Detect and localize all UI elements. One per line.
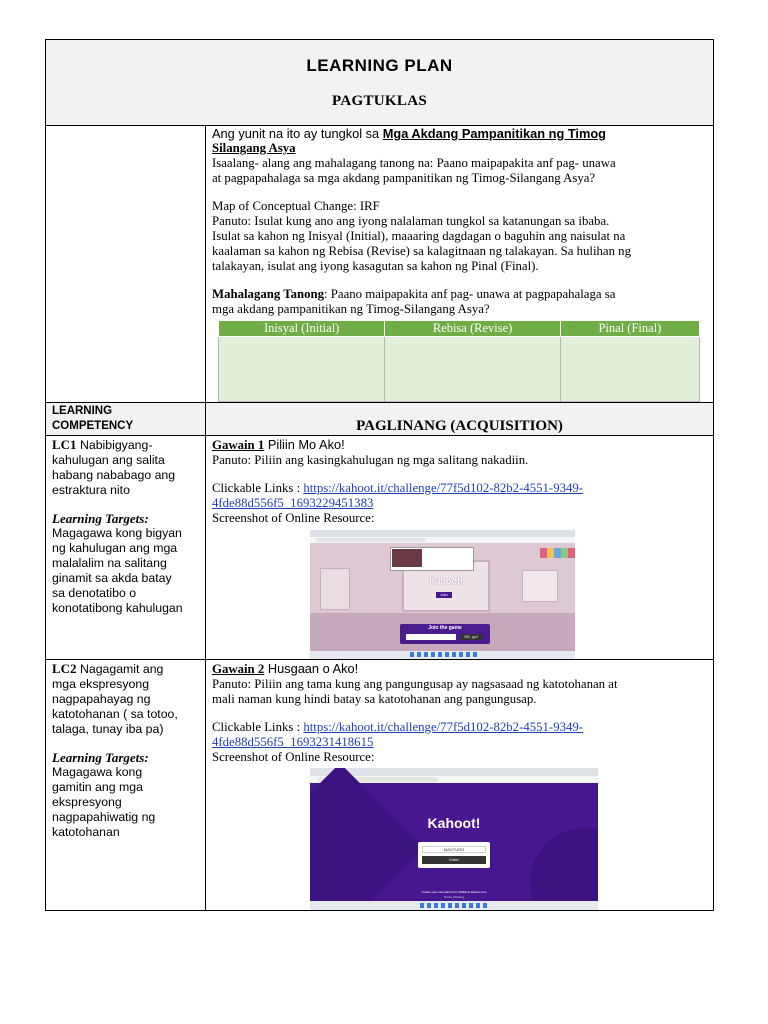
header-background xyxy=(46,40,713,126)
lc2-target-0: Magagawa kong xyxy=(52,765,143,779)
table-column-divider xyxy=(205,125,206,911)
lc2-screenshot-label: Screenshot of Online Resource: xyxy=(212,750,375,764)
lc1-desc-3: estraktura nito xyxy=(52,483,130,497)
lc1-activity-label: Gawain 1 xyxy=(212,438,265,452)
lc2-competency xyxy=(52,661,204,840)
lc1-desc-0: Nabibigyang- xyxy=(76,438,153,452)
video-thumbnail xyxy=(392,549,422,567)
background-shape-left xyxy=(310,768,425,910)
unit-title-b: Silangang Asya xyxy=(212,141,296,155)
table-border-left xyxy=(45,39,46,911)
join-panel-title: Join the game xyxy=(428,625,462,631)
acquisition-heading: PAGLINANG (ACQUISITION) xyxy=(356,418,563,434)
lc1-target-4: sa denotatibo o xyxy=(52,586,137,600)
lc2-desc-2: nagpapahayag ng xyxy=(52,692,151,706)
lc1-competency xyxy=(52,437,204,616)
lc2-activity xyxy=(212,661,712,765)
kahoot-logo-1: Kahoot! xyxy=(429,576,463,586)
lc2-desc-1: mga ekspresyong xyxy=(52,677,150,691)
essential-question-line2: at pagpapahalaga sa mga akdang pampanitikan ng Timog-Silangang Asya? xyxy=(212,171,596,185)
lc2-panuto-line2: mali naman kung hindi batay sa katotohanan ang pangungusap. xyxy=(212,692,537,706)
game-pin-input[interactable]: MAGTURO xyxy=(422,846,486,853)
lc1-targets-label: Learning Targets: xyxy=(52,511,149,526)
mahalagang-tanong-text1: : Paano maipapakita anf pag- unawa at pagpapahalaga sa xyxy=(324,287,616,301)
table-divider-lc1 xyxy=(45,659,714,660)
door xyxy=(320,568,350,610)
table-border-top xyxy=(45,39,714,40)
intro-section xyxy=(212,126,712,317)
intro-prefix: Ang yunit na ito ay tungkol sa xyxy=(212,126,383,141)
lc1-desc-2: habang nababago ang xyxy=(52,468,176,482)
competency-label-2: COMPETENCY xyxy=(52,420,134,432)
lc1-target-0: Magagawa kong bigyan xyxy=(52,526,182,540)
mahalagang-tanong-label: Mahalagang Tanong xyxy=(212,287,325,301)
lc1-activity-title: Piliin Mo Ako! xyxy=(264,437,345,452)
window xyxy=(522,570,558,602)
lc2-link-part-b[interactable]: 4fde88d556f5_1693231418615 xyxy=(212,735,374,749)
page-subtitle: PAGTUKLAS xyxy=(332,93,427,109)
page-title: LEARNING PLAN xyxy=(306,56,453,75)
nickname-input[interactable] xyxy=(406,634,456,640)
irf-table xyxy=(218,320,700,402)
map-label: Map of Conceptual Change: IRF xyxy=(212,199,380,213)
irf-cell-revise[interactable] xyxy=(385,337,560,402)
lc1-screenshot-label: Screenshot of Online Resource: xyxy=(212,511,375,525)
join-ok-button[interactable]: OK, go! xyxy=(460,634,482,640)
panuto-line4: talakayan, isulat ang iyong kasagutan sa kahon ng Pinal (Final). xyxy=(212,259,539,273)
lc1-link-part-a[interactable]: https://kahoot.it/challenge/77f5d102-82b2-4551-9349- xyxy=(303,481,584,495)
bunting-decoration xyxy=(540,548,575,558)
panuto-line2: Isulat sa kahon ng Inisyal (Initial), maaaring dagdagan o baguhin ang naisulat na xyxy=(212,229,626,243)
lc1-target-5: konotatibong kahulugan xyxy=(52,601,183,615)
kahoot-screenshot-1 xyxy=(310,530,575,659)
footer-text: Create your own kahoot for FREE at kahoot.com xyxy=(421,890,487,894)
enter-button[interactable]: Enter xyxy=(422,856,486,864)
table-divider-intro xyxy=(45,402,714,403)
lc1-target-3: ginamit sa akda batay xyxy=(52,571,172,585)
lc2-target-4: katotohanan xyxy=(52,825,120,839)
lc2-target-3: nagpapahiwatig ng xyxy=(52,810,156,824)
irf-header-revise: Rebisa (Revise) xyxy=(385,321,560,337)
unit-title-a: Mga Akdang Pampanitikan ng Timog xyxy=(382,126,606,141)
irf-cell-final[interactable] xyxy=(560,337,699,402)
lc2-targets-label: Learning Targets: xyxy=(52,750,149,765)
lc1-desc-1: kahulugan ang salita xyxy=(52,453,165,467)
lc2-desc-3: katotohanan ( sa totoo, xyxy=(52,707,178,721)
essential-question-line1: Isaalang- alang ang mahalagang tanong na: Paano maipapakita anf pag- unawa xyxy=(212,156,616,170)
browser-tab-bar xyxy=(310,768,598,776)
lc1-target-1: ng kahulugan ang mga xyxy=(52,541,178,555)
lc2-code: LC2 xyxy=(52,661,77,676)
lc2-link-part-a[interactable]: https://kahoot.it/challenge/77f5d102-82b2-4551-9349- xyxy=(303,720,584,734)
table-divider-competency xyxy=(45,435,714,436)
irf-header-final: Pinal (Final) xyxy=(560,321,699,337)
mahalagang-tanong-text2: mga akdang pampanitikan ng Timog-Silangang Asya? xyxy=(212,302,490,316)
kahoot-screenshot-2 xyxy=(310,768,598,910)
lc2-target-2: ekspresyong xyxy=(52,795,122,809)
lc2-desc-4: talaga, tunay iba pa) xyxy=(52,722,164,736)
address-field xyxy=(316,538,426,542)
lc2-activity-title: Husgaan o Ako! xyxy=(264,661,359,676)
lc1-code: LC1 xyxy=(52,437,77,452)
competency-label-1: LEARNING xyxy=(52,405,113,417)
irf-cell-initial[interactable] xyxy=(219,337,385,402)
browser-tab-bar xyxy=(310,530,575,537)
table-border-bottom xyxy=(45,910,714,911)
kahoot-logo-2: Kahoot! xyxy=(427,815,481,831)
join-button-small[interactable]: Join xyxy=(436,592,452,598)
lc2-activity-label: Gawain 2 xyxy=(212,662,265,676)
lc1-panuto: Panuto: Piliin ang kasingkahulugan ng mga salitang nakadiin. xyxy=(212,453,529,467)
table-border-right xyxy=(713,39,714,911)
panuto-line1: Panuto: Isulat kung ano ang iyong nalalaman tungkol sa katanungan sa ibaba. xyxy=(212,214,610,228)
lc1-link-part-b[interactable]: 4fde88d556f5_1693229451383 xyxy=(212,496,374,510)
footer-links: Terms | Privacy xyxy=(443,895,465,899)
lc1-target-2: malalalim na salitang xyxy=(52,556,167,570)
panuto-line3: kaalaman sa kahon ng Rebisa (Revise) sa kalagitnaan ng talakayan. Sa hulihan ng xyxy=(212,244,631,258)
irf-header-initial: Inisyal (Initial) xyxy=(219,321,385,337)
lc2-target-1: gamitin ang mga xyxy=(52,780,143,794)
taskbar-icons xyxy=(420,903,490,908)
lc1-links-label: Clickable Links : xyxy=(212,481,304,495)
lc2-panuto-line1: Panuto: Piliin ang tama kung ang pangungusap ay nagsasaad ng katotohanan at xyxy=(212,677,618,691)
lc1-activity xyxy=(212,437,712,526)
lc2-links-label: Clickable Links : xyxy=(212,720,304,734)
lc2-desc-0: Nagagamit ang xyxy=(76,662,164,676)
competency-label xyxy=(52,404,202,434)
taskbar-icons xyxy=(410,652,480,657)
